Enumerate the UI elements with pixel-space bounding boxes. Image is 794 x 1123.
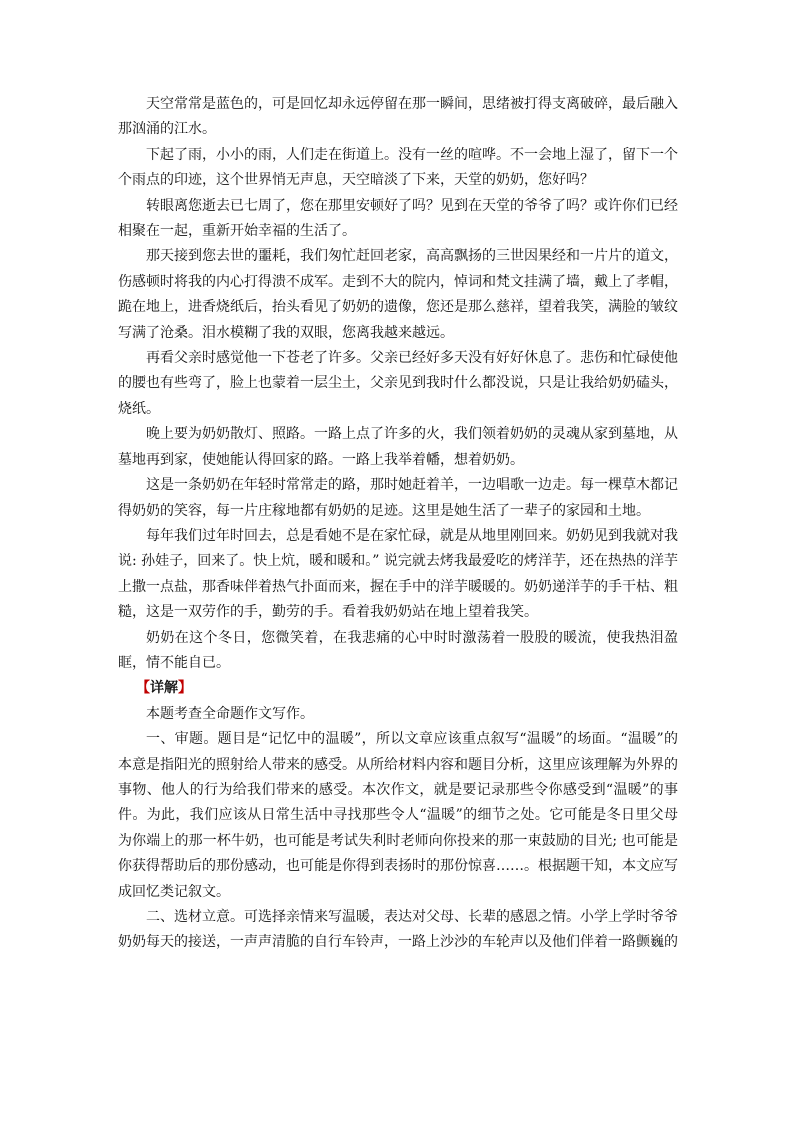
essay-paragraph-8: 每年我们过年时回去，总是看她不是在家忙碌，就是从地里刚回来。奶奶见到我就对我说: 孙娃子，回来了。快上炕，暖和暖和。” 说完就去烤我最爱吃的烤洋芋，还在热热的洋芋上撒一点盐，那香味伴着热气扑面而来，握在手中的洋芋暖暖的。奶奶递洋芋的手干枯、粗糙，这是一双劳作的手，勤劳的手。看着我奶奶站在地上望着我笑。 [118,527,678,621]
heading-text: 详解 [150,680,178,697]
essay-paragraph-4: 那天接到您去世的噩耗，我们匆忙赶回老家，高高飘扬的三世因果经和一片片的道文，伤感顿时将我的内心打得溃不成军。走到不大的院内，悼词和梵文挂满了墙，戴上了孝帽，跪在地上，进香烧纸后，抬头看见了奶奶的遗像，您还是那么慈祥，望着我笑，满脸的皱纹写满了沧桑。泪水模糊了我的双眼，您离我越来越远。 [118,248,678,341]
analysis-paragraph-1: 本题考查全命题作文写作。 [146,705,314,722]
essay-paragraph-6: 晚上要为奶奶散灯、照路。一路上点了许多的火，我们领着奶奶的灵魂从家到墓地，从墓地再到家，使她能认得回家的路。一路上我举着幡，想着奶奶。 [118,426,678,468]
essay-paragraph-2: 下起了雨，小小的雨，人们走在街道上。没有一丝的喧哗。不一会地上湿了，留下一个个雨点的印迹，这个世界悄无声息，天空暗淡了下来，天堂的奶奶，您好吗？ [118,146,678,189]
analysis-paragraph-2: 一、审题。题目是“记忆中的温暖”，所以文章应该重点叙写“温暖”的场面。“温暖”的本意是指阳光的照射给人带来的感受。从所给材料内容和题目分析，这里应该理解为外界的事物、他人的行为给我们带来的感受。本次作文，就是要记录那些令你感受到“温暖”的事件。为此，我们应该从日常生活中寻找那些令人“温暖”的细节之处。它可能是冬日里父母为你端上的那一杯牛奶，也可能是考试失利时老师向你投来的那一束鼓励的目光; 也可能是你获得帮助后的那份感动，也可能是你得到表扬时的那份惊喜……。根据题干知，本文应写成回忆类记叙文。 [118,731,678,900]
document-page [118,92,678,956]
heading-open-bracket: 【 [136,680,150,697]
section-heading-detail [118,676,678,701]
essay-paragraph-3: 转眼离您逝去已七周了，您在那里安顿好了吗？见到在天堂的爷爷了吗？或许你们已经相聚在一起，重新开始幸福的生活了。 [118,197,678,240]
heading-close-bracket: 】 [178,680,192,697]
essay-paragraph-1: 天空常常是蓝色的，可是回忆却永远停留在那一瞬间，思绪被打得支离破碎，最后融入那汹涌的江水。 [118,96,678,138]
essay-paragraph-9: 奶奶在这个冬日，您微笑着，在我悲痛的心中时时激荡着一股股的暖流，使我热泪盈眶，情不能自已。 [118,629,678,671]
analysis-paragraph-3: 二、选材立意。可选择亲情来写温暖，表达对父母、长辈的感恩之情。小学上学时爷爷奶奶每天的接送，一声声清脆的自行车铃声，一路上沙沙的车轮声以及他们伴着一路颤巍的 [118,909,678,951]
essay-paragraph-5: 再看父亲时感觉他一下苍老了许多。父亲已经好多天没有好好休息了。悲伤和忙碌使他的腰也有些弯了，脸上也蒙着一层尘土，父亲见到我时什么都没说，只是让我给奶奶磕头，烧纸。 [118,350,678,417]
essay-paragraph-7: 这是一条奶奶在年轻时常常走的路，那时她赶着羊，一边唱歌一边走。每一棵草木都记得奶奶的笑容，每一片庄稼地都有奶奶的足迹。这里是她生活了一辈子的家园和土地。 [118,477,678,519]
